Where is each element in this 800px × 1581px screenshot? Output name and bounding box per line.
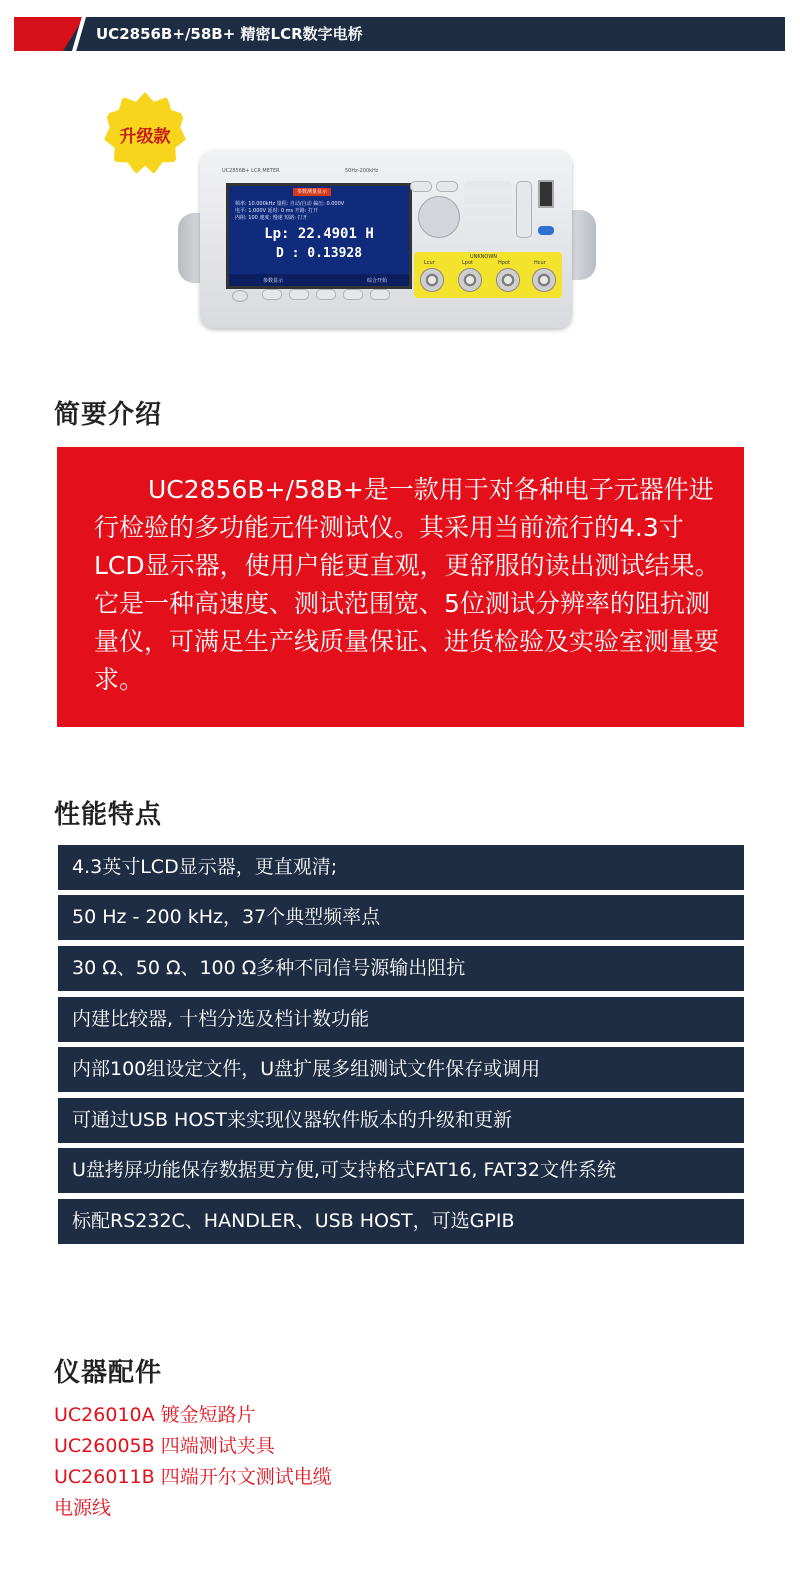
intro-heading: 简要介绍 bbox=[54, 400, 163, 430]
feature-row: 50 Hz - 200 kHz，37个典型频率点 bbox=[58, 895, 744, 940]
feature-row: 内建比较器, 十档分选及档计数功能 bbox=[58, 997, 744, 1042]
upgrade-badge-text: 升级款 bbox=[119, 127, 171, 147]
device-brand-strip: UC2856B+ LCR METER bbox=[222, 168, 280, 174]
device-screen bbox=[226, 183, 412, 289]
bnc-terminal bbox=[420, 268, 444, 292]
terminal-label: Lpot bbox=[462, 260, 473, 266]
side-keys bbox=[516, 181, 532, 238]
trigger-key bbox=[538, 226, 554, 235]
screen-footer-right: 综合开始 bbox=[367, 278, 388, 284]
function-key bbox=[410, 181, 432, 192]
screen-row: 频率: 10.000kHz 量程: 自动/自动 偏压: 0.000V bbox=[235, 201, 345, 207]
soft-key bbox=[316, 289, 336, 300]
unknown-terminal-panel bbox=[414, 252, 562, 298]
intro-box bbox=[57, 447, 744, 727]
terminal-label: Hpot bbox=[498, 260, 510, 266]
device-freq-strip: 50Hz-200kHz bbox=[345, 168, 379, 174]
features-heading: 性能特点 bbox=[54, 800, 163, 830]
soft-key bbox=[343, 289, 363, 300]
feature-row: 4.3英寸LCD显示器，更直观清; bbox=[58, 845, 744, 890]
screen-header: 参数测量显示 bbox=[293, 188, 331, 196]
accessory-item: UC26010A 镀金短路片 bbox=[54, 1404, 256, 1426]
power-button bbox=[232, 290, 248, 302]
feature-row: 标配RS232C、HANDLER、USB HOST，可选GPIB bbox=[58, 1199, 744, 1244]
feature-row: 30 Ω、50 Ω、100 Ω多种不同信号源输出阻抗 bbox=[58, 946, 744, 991]
accessory-item: UC26011B 四端开尔文测试电缆 bbox=[54, 1466, 332, 1488]
accessories-heading: 仪器配件 bbox=[54, 1358, 163, 1388]
accessory-item: 电源线 bbox=[54, 1497, 112, 1519]
feature-row: 内部100组设定文件，U盘扩展多组测试文件保存或调用 bbox=[58, 1047, 744, 1092]
screen-primary-reading: Lp: 22.4901 H bbox=[264, 226, 374, 242]
terminal-label: Lcur bbox=[424, 260, 435, 266]
usb-port bbox=[538, 180, 554, 208]
screen-secondary-reading: D : 0.13928 bbox=[275, 246, 363, 261]
bnc-terminal bbox=[532, 268, 556, 292]
screen-row: 内阻: 100 速度: 慢速 短路: 打开 bbox=[235, 215, 308, 221]
soft-key bbox=[262, 289, 282, 300]
soft-key bbox=[370, 289, 390, 300]
function-key bbox=[436, 181, 458, 192]
numeric-keypad bbox=[464, 181, 512, 241]
banner-title: UC2856B+/58B+ 精密LCR数字电桥 bbox=[96, 25, 363, 43]
screen-footer bbox=[229, 274, 409, 286]
bnc-terminal bbox=[458, 268, 482, 292]
unknown-label: UNKNOWN bbox=[470, 254, 498, 260]
feature-row: U盘拷屏功能保存数据更方便,可支持格式FAT16, FAT32文件系统 bbox=[58, 1148, 744, 1193]
soft-key bbox=[289, 289, 309, 300]
intro-text: UC2856B+/58B+是一款用于对各种电子元器件进行检验的多功能元件测试仪。其采用当前流行的4.3寸LCD显示器，使用户能更直观，更舒服的读出测试结果。它是一种高速度、测试范围宽、5位测试分辨率的阻抗测量仪，可满足生产线质量保证、进货检验及实验室测量要求。 bbox=[94, 475, 720, 694]
navigation-pad bbox=[418, 196, 460, 238]
bnc-terminal bbox=[496, 268, 520, 292]
screen-footer-left: 参数显示 bbox=[263, 278, 284, 284]
header-banner bbox=[14, 17, 785, 51]
accessory-item: UC26005B 四端测试夹具 bbox=[54, 1435, 275, 1457]
terminal-label: Hcur bbox=[534, 260, 546, 266]
screen-row: 电平: 1.000V 延时: 0 ms 开路: 打开 bbox=[235, 208, 318, 214]
feature-row: 可通过USB HOST来实现仪器软件版本的升级和更新 bbox=[58, 1098, 744, 1143]
